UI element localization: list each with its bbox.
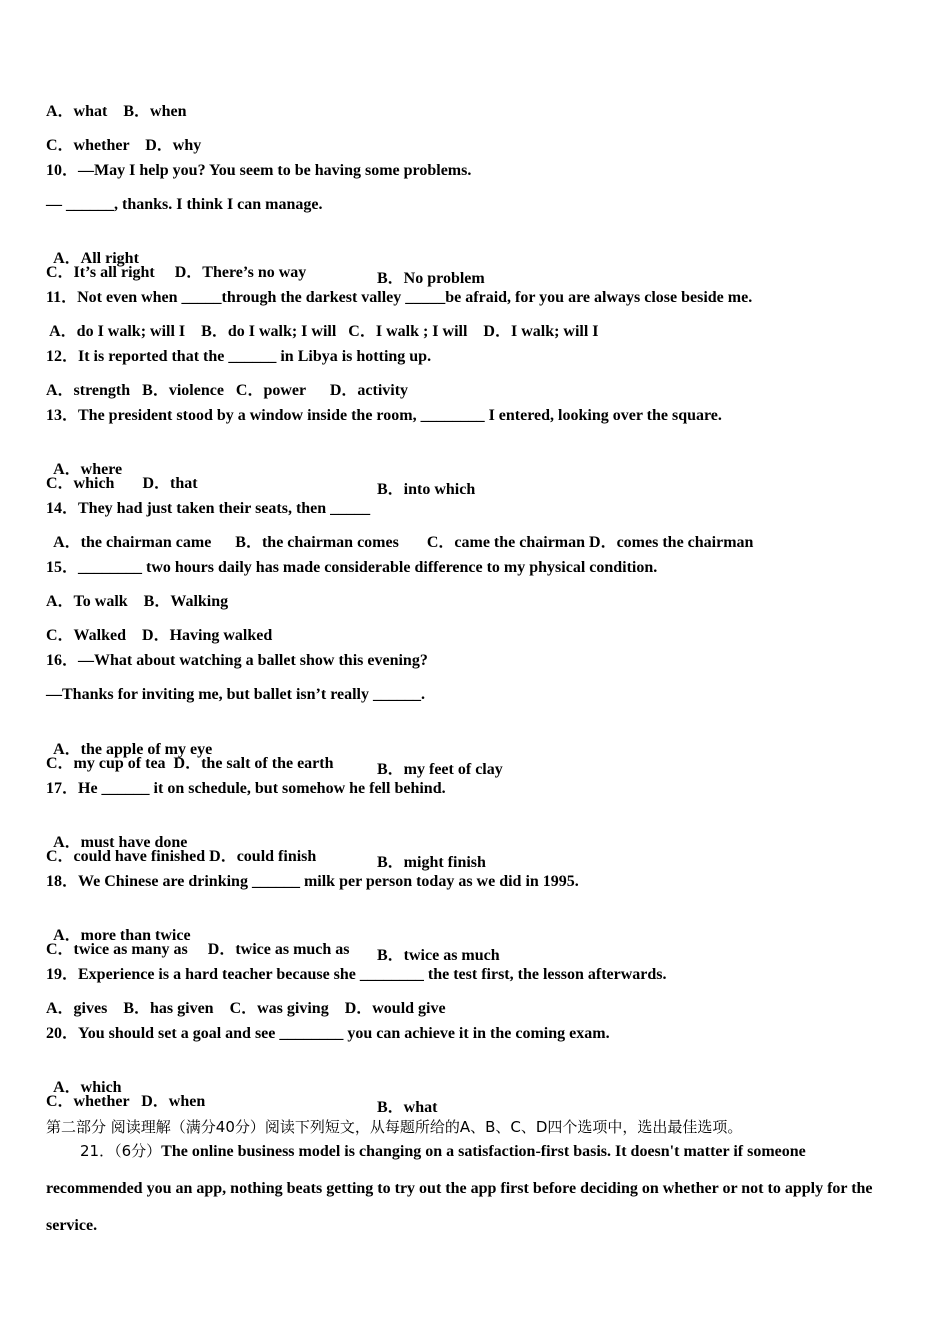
q16-options-cd: C．my cup of tea D．the salt of the earth	[46, 755, 334, 772]
q15-stem: 15．________ two hours daily has made considerable difference to my physical condition.	[46, 559, 658, 576]
q18-option-b: B．twice as much	[377, 947, 500, 964]
q18-options-cd: C．twice as many as D．twice as much as	[46, 941, 350, 958]
q10-options-cd: C．It’s all right D．There’s no way	[46, 264, 307, 281]
q16-response: —Thanks for inviting me, but ballet isn’t really ______.	[46, 686, 425, 703]
q11-stem: 11．Not even when _____through the darkest valley _____be afraid, for you are always close beside me.	[46, 289, 753, 306]
q10-option-a: A．All right	[53, 250, 139, 267]
q10-option-b: B．No problem	[377, 270, 485, 287]
q17-option-a: A．must have done	[53, 834, 188, 851]
q12-stem: 12．It is reported that the ______ in Libya is hotting up.	[46, 348, 432, 365]
q18-stem: 18．We Chinese are drinking ______ milk per person today as we did in 1995.	[46, 873, 579, 890]
q16-option-a: A．the apple of my eye	[53, 741, 213, 758]
q14-options: A．the chairman came B．the chairman comes C．came the chairman D．comes the chairman	[46, 534, 754, 551]
q13-option-b: B．into which	[377, 481, 476, 498]
q20-option-a: A．which	[53, 1079, 122, 1096]
q10-stem: 10．—May I help you? You seem to be having some problems.	[46, 162, 472, 179]
q13-stem: 13．The president stood by a window inside the room, ________ I entered, looking over the square.	[46, 407, 722, 424]
q13-options-cd: C．which D．that	[46, 475, 198, 492]
q16-stem: 16．—What about watching a ballet show this evening?	[46, 652, 428, 669]
section2-heading: 第二部分 阅读理解（满分40分）阅读下列短文，从每题所给的A、B、C、D四个选项中，选出最佳选项。	[46, 1118, 743, 1136]
q15-options-cd: C．Walked D．Having walked	[46, 627, 273, 644]
q10-response: — ______, thanks. I think I can manage.	[46, 196, 323, 213]
q17-stem: 17．He ______ it on schedule, but somehow he fell behind.	[46, 780, 446, 797]
q19-options: A．gives B．has given C．was giving D．would give	[46, 1000, 446, 1017]
q9-options-ab: A．what B．when	[46, 103, 187, 120]
q11-options: A．do I walk; will I B．do I walk; I will C．I walk ; I will D．I walk; will I	[46, 323, 599, 340]
q9-options-cd: C．whether D．why	[46, 137, 202, 154]
q19-stem: 19．Experience is a hard teacher because she ________ the test first, the lesson afterwards.	[46, 966, 667, 983]
q16-option-b: B．my feet of clay	[377, 761, 503, 778]
q15-options-ab: A．To walk B．Walking	[46, 593, 229, 610]
q21-text: The online business model is changing on a satisfaction-first basis. It doesn't matter if someone recommended you an app, nothing beats getting to try out the app first before deciding on whether or not to apply for the service.	[46, 1143, 873, 1234]
q18-option-a: A．more than twice	[53, 927, 191, 944]
q20-option-b: B．what	[377, 1099, 438, 1116]
q20-stem: 20．You should set a goal and see ________ you can achieve it in the coming exam.	[46, 1025, 610, 1042]
q21-passage	[46, 1133, 896, 1244]
q12-options: A．strength B．violence C．power D．activity	[46, 382, 409, 399]
q20-options-cd: C．whether D．when	[46, 1093, 206, 1110]
q17-options-cd: C．could have finished D．could finish	[46, 848, 317, 865]
q17-option-b: B．might finish	[377, 854, 486, 871]
q13-option-a: A．where	[53, 461, 123, 478]
q14-stem: 14．They had just taken their seats, then _____	[46, 500, 371, 517]
q21-number: 21．（6分）	[80, 1142, 162, 1160]
